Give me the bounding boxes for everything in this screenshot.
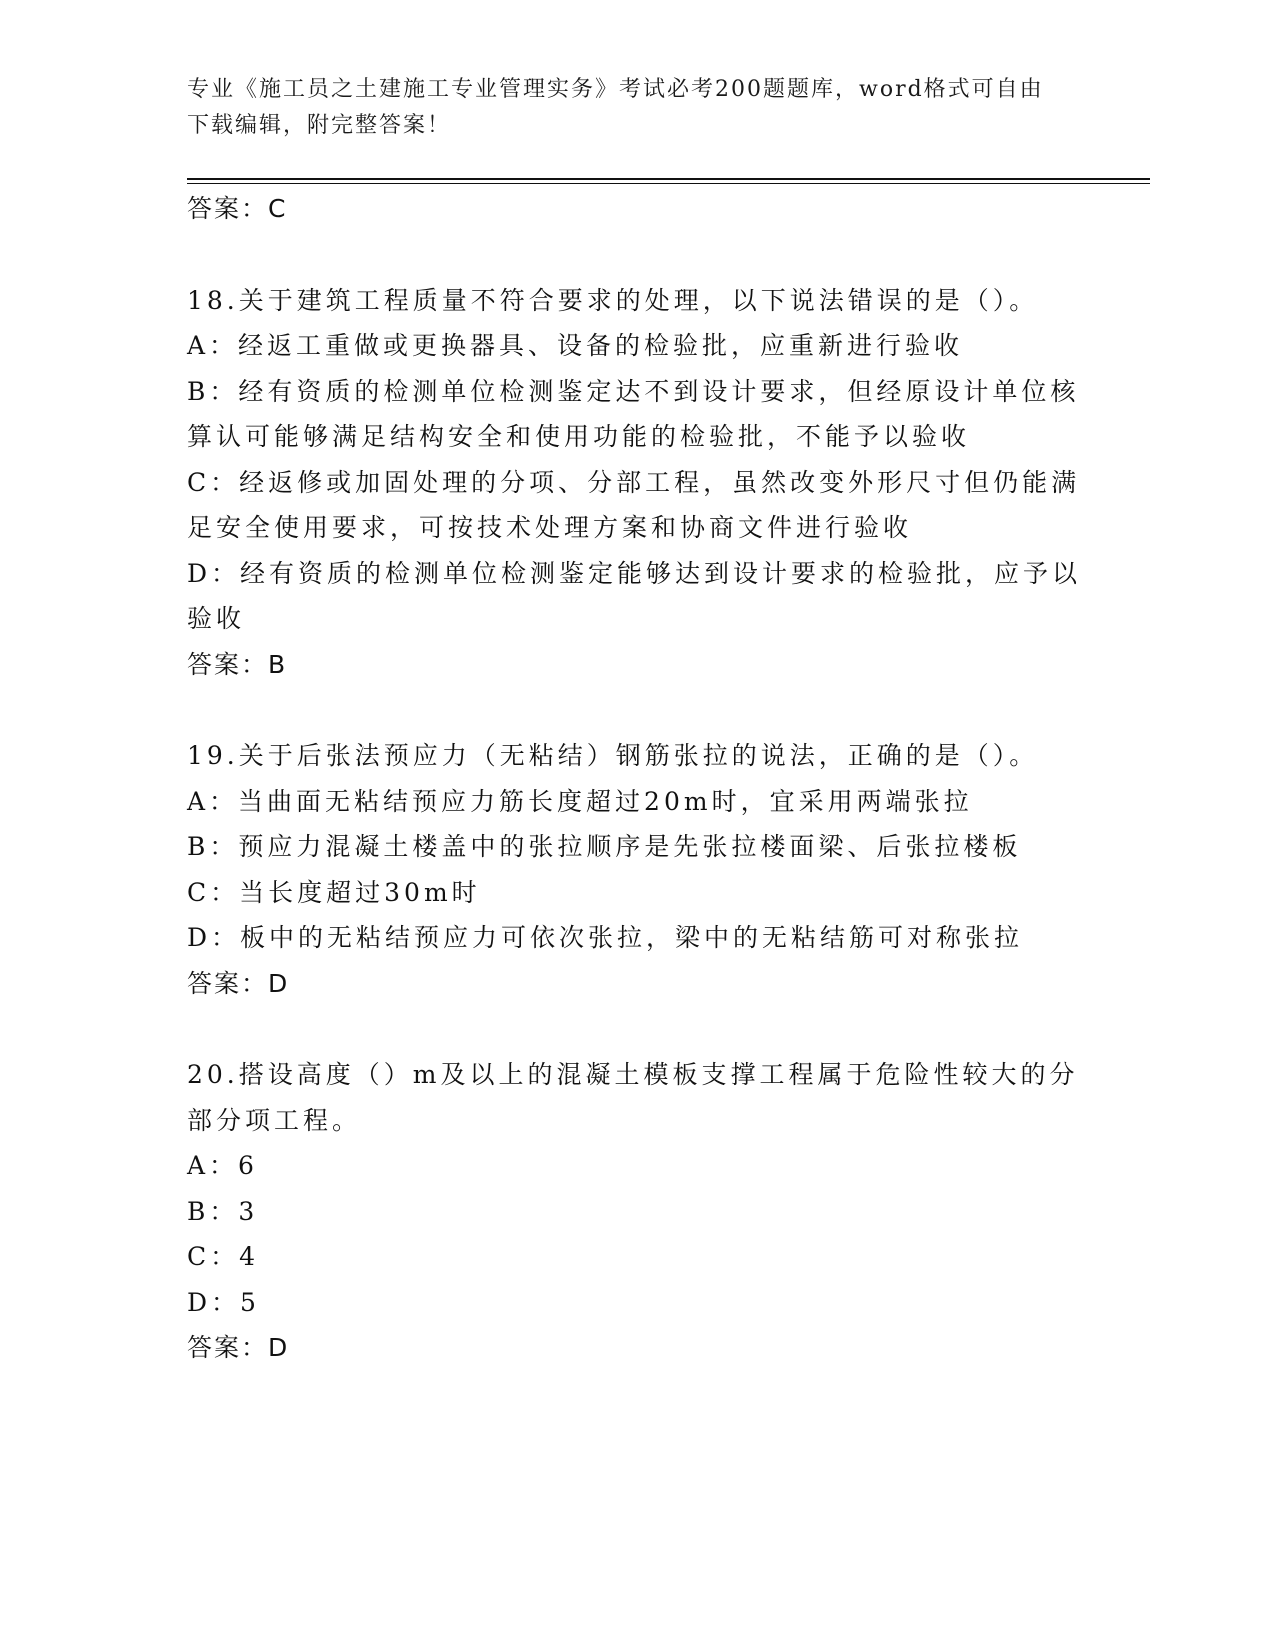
- option-a: A：当曲面无粘结预应力筋长度超过20m时，宜采用两端张拉: [187, 786, 973, 816]
- question-text: 20.搭设高度（）m及以上的混凝土模板支撑工程属于危险性较大的分: [187, 1060, 1079, 1089]
- option-b: B：经有资质的检测单位检测鉴定达不到设计要求，但经原设计单位核: [187, 376, 1080, 406]
- option-d: D：板中的无粘结预应力可依次张拉，梁中的无粘结筋可对称张拉: [187, 923, 1024, 952]
- option-b: B：3: [187, 1196, 259, 1226]
- option-c: C：4: [187, 1242, 260, 1271]
- option-c: C：经返修或加固处理的分项、分部工程，虽然改变外形尺寸但仍能满: [187, 467, 1081, 497]
- option-c-continued: 足安全使用要求，可按技术处理方案和协商文件进行验收: [187, 513, 913, 542]
- header-rule-thick: [187, 178, 1150, 180]
- question-text-continued: 部分项工程。: [187, 1105, 362, 1135]
- spacer: [187, 1006, 1087, 1052]
- answer: 答案：D: [187, 1333, 290, 1362]
- option-d: D：5: [187, 1287, 260, 1317]
- option-a: A：6: [187, 1151, 258, 1180]
- header-rule-thin: [187, 183, 1150, 184]
- option-d-continued: 验收: [187, 604, 246, 633]
- answer: 答案：B: [187, 649, 288, 679]
- previous-answer: 答案：C: [187, 194, 288, 223]
- question-text: 18.关于建筑工程质量不符合要求的处理，以下说法错误的是（）。: [187, 285, 1039, 315]
- document-header: 专业《施工员之土建施工专业管理实务》考试必考200题题库，word格式可自由下载编辑，附完整答案！: [187, 77, 1044, 138]
- spacer: [187, 687, 1087, 733]
- option-a: A：经返工重做或更换器具、设备的检验批，应重新进行验收: [187, 331, 964, 360]
- spacer: [187, 232, 1087, 278]
- question-20: [187, 1052, 1087, 1371]
- option-b: B：预应力混凝土楼盖中的张拉顺序是先张拉楼面梁、后张拉楼板: [187, 832, 1022, 861]
- question-text: 19.关于后张法预应力（无粘结）钢筋张拉的说法，正确的是（）。: [187, 741, 1039, 770]
- question-19: [187, 733, 1087, 1006]
- option-c: C：当长度超过30m时: [187, 877, 481, 907]
- option-b-continued: 算认可能够满足结构安全和使用功能的检验批，不能予以验收: [187, 422, 971, 451]
- question-18: [187, 278, 1087, 688]
- document-body: [187, 186, 1087, 1371]
- option-d: D：经有资质的检测单位检测鉴定能够达到设计要求的检验批，应予以: [187, 558, 1082, 588]
- answer: 答案：D: [187, 968, 290, 998]
